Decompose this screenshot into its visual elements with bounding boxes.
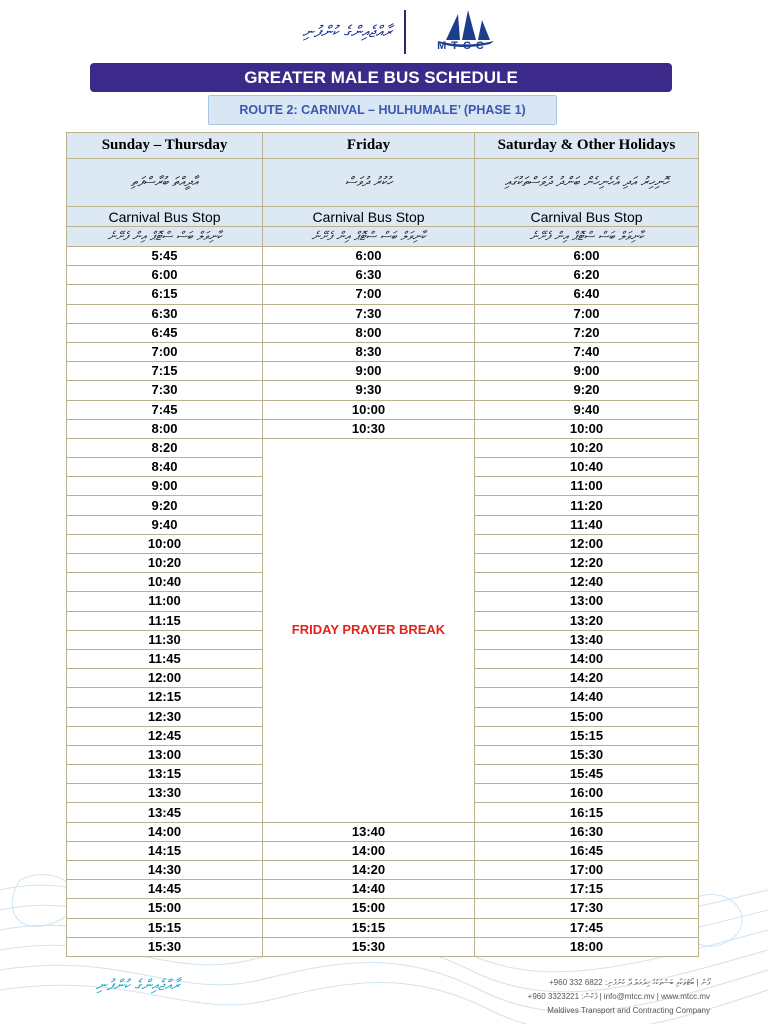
time-saturday-holidays: 13:20 bbox=[475, 611, 699, 630]
time-saturday-holidays: 12:40 bbox=[475, 573, 699, 592]
time-saturday-holidays: 6:00 bbox=[475, 247, 699, 266]
time-sunday-thursday: 11:30 bbox=[67, 630, 263, 649]
header-row bbox=[67, 133, 699, 159]
time-saturday-holidays: 9:00 bbox=[475, 362, 699, 381]
footer-contact-line: +960 332 6822 :ފޯން | ބޯޓުތަކާއި ބަސްތަކުގެ ހިދުމަތް ދޭ ކުންފުނި bbox=[549, 978, 710, 987]
time-saturday-holidays: 16:30 bbox=[475, 822, 699, 841]
table-row bbox=[67, 304, 699, 323]
time-sunday-thursday: 9:00 bbox=[67, 477, 263, 496]
table-row bbox=[67, 323, 699, 342]
time-friday: 6:00 bbox=[263, 247, 475, 266]
time-saturday-holidays: 7:40 bbox=[475, 342, 699, 361]
bus-stop-dhivehi-label: ކާނިވަލް ބަސް ސްޓޮޕް އިން ފެށޭނެ bbox=[263, 227, 475, 247]
time-friday: 15:30 bbox=[263, 937, 475, 956]
time-sunday-thursday: 10:20 bbox=[67, 554, 263, 573]
time-saturday-holidays: 14:40 bbox=[475, 688, 699, 707]
time-sunday-thursday: 10:00 bbox=[67, 534, 263, 553]
time-sunday-thursday: 7:30 bbox=[67, 381, 263, 400]
time-friday: 14:20 bbox=[263, 861, 475, 880]
time-sunday-thursday: 10:40 bbox=[67, 573, 263, 592]
time-friday: 15:15 bbox=[263, 918, 475, 937]
time-saturday-holidays: 6:20 bbox=[475, 266, 699, 285]
time-friday: 10:30 bbox=[263, 419, 475, 438]
bus-stop-row bbox=[67, 207, 699, 227]
time-sunday-thursday: 8:20 bbox=[67, 438, 263, 457]
time-friday: 9:30 bbox=[263, 381, 475, 400]
time-saturday-holidays: 16:15 bbox=[475, 803, 699, 822]
bus-stop-dhivehi-label: ކާނިވަލް ބަސް ސްޓޮޕް އިން ފެށޭނެ bbox=[475, 227, 699, 247]
time-saturday-holidays: 7:20 bbox=[475, 323, 699, 342]
time-friday: 8:30 bbox=[263, 342, 475, 361]
time-sunday-thursday: 9:20 bbox=[67, 496, 263, 515]
page-title: GREATER MALE BUS SCHEDULE bbox=[90, 63, 672, 92]
time-sunday-thursday: 6:45 bbox=[67, 323, 263, 342]
time-friday: 13:40 bbox=[263, 822, 475, 841]
time-saturday-holidays: 7:00 bbox=[475, 304, 699, 323]
dhivehi-header-friday: ހުކުރު ދުވަސް bbox=[263, 159, 475, 207]
time-saturday-holidays: 6:40 bbox=[475, 285, 699, 304]
time-sunday-thursday: 12:30 bbox=[67, 707, 263, 726]
time-saturday-holidays: 12:20 bbox=[475, 554, 699, 573]
dhivehi-header-saturday-holidays: ހޮނިހިރު އަދި އެހެނިހެން ބަންދު ދުވަސްތަކުގައި bbox=[475, 159, 699, 207]
time-sunday-thursday: 8:00 bbox=[67, 419, 263, 438]
time-sunday-thursday: 9:40 bbox=[67, 515, 263, 534]
table-row bbox=[67, 937, 699, 956]
bus-stop-dhivehi-label: ކާނިވަލް ބަސް ސްޓޮޕް އިން ފެށޭނެ bbox=[67, 227, 263, 247]
time-sunday-thursday: 13:15 bbox=[67, 765, 263, 784]
time-friday: 9:00 bbox=[263, 362, 475, 381]
table-row bbox=[67, 285, 699, 304]
table-row bbox=[67, 342, 699, 361]
time-saturday-holidays: 17:00 bbox=[475, 861, 699, 880]
footer-company-line: Maldives Transport and Contracting Company bbox=[547, 1006, 710, 1015]
time-saturday-holidays: 9:20 bbox=[475, 381, 699, 400]
logo-text: MTCC bbox=[437, 40, 489, 52]
time-sunday-thursday: 15:30 bbox=[67, 937, 263, 956]
time-sunday-thursday: 6:00 bbox=[67, 266, 263, 285]
time-saturday-holidays: 11:00 bbox=[475, 477, 699, 496]
table-row bbox=[67, 419, 699, 438]
time-sunday-thursday: 6:30 bbox=[67, 304, 263, 323]
time-friday: 10:00 bbox=[263, 400, 475, 419]
time-saturday-holidays: 17:15 bbox=[475, 880, 699, 899]
footer-contact-line: +960 3323221 :ފެކްސް | info@mtcc.mv | www.mtcc.mv bbox=[527, 992, 710, 1001]
time-saturday-holidays: 11:20 bbox=[475, 496, 699, 515]
time-saturday-holidays: 15:15 bbox=[475, 726, 699, 745]
time-friday: 7:00 bbox=[263, 285, 475, 304]
time-saturday-holidays: 16:45 bbox=[475, 841, 699, 860]
time-saturday-holidays: 14:20 bbox=[475, 669, 699, 688]
time-sunday-thursday: 13:30 bbox=[67, 784, 263, 803]
time-saturday-holidays: 10:20 bbox=[475, 438, 699, 457]
time-sunday-thursday: 5:45 bbox=[67, 247, 263, 266]
table-row bbox=[67, 381, 699, 400]
column-header-sunday-thursday: Sunday – Thursday bbox=[67, 133, 263, 159]
time-sunday-thursday: 13:45 bbox=[67, 803, 263, 822]
bus-stop-label: Carnival Bus Stop bbox=[263, 207, 475, 227]
time-sunday-thursday: 7:45 bbox=[67, 400, 263, 419]
friday-prayer-break: FRIDAY PRAYER BREAK bbox=[263, 438, 475, 822]
time-saturday-holidays: 16:00 bbox=[475, 784, 699, 803]
time-saturday-holidays: 11:40 bbox=[475, 515, 699, 534]
time-friday: 15:00 bbox=[263, 899, 475, 918]
table-row bbox=[67, 266, 699, 285]
logo-divider bbox=[404, 10, 406, 54]
time-sunday-thursday: 13:00 bbox=[67, 745, 263, 764]
schedule-table bbox=[66, 132, 699, 957]
time-sunday-thursday: 11:00 bbox=[67, 592, 263, 611]
column-header-friday: Friday bbox=[263, 133, 475, 159]
footer bbox=[0, 972, 768, 1024]
time-friday: 14:00 bbox=[263, 841, 475, 860]
time-saturday-holidays: 15:45 bbox=[475, 765, 699, 784]
table-row bbox=[67, 362, 699, 381]
time-sunday-thursday: 12:45 bbox=[67, 726, 263, 745]
dhivehi-header-row bbox=[67, 159, 699, 207]
dhivehi-header-sunday-thursday: އާދީއްތަ ބުރާސްފަތި bbox=[67, 159, 263, 207]
time-saturday-holidays: 13:40 bbox=[475, 630, 699, 649]
bus-stop-label: Carnival Bus Stop bbox=[67, 207, 263, 227]
time-sunday-thursday: 14:15 bbox=[67, 841, 263, 860]
time-sunday-thursday: 6:15 bbox=[67, 285, 263, 304]
time-friday: 14:40 bbox=[263, 880, 475, 899]
column-header-saturday-holidays: Saturday & Other Holidays bbox=[475, 133, 699, 159]
bus-stop-dhivehi-row bbox=[67, 227, 699, 247]
time-sunday-thursday: 8:40 bbox=[67, 458, 263, 477]
table-row bbox=[67, 841, 699, 860]
table-row bbox=[67, 438, 699, 457]
time-saturday-holidays: 10:40 bbox=[475, 458, 699, 477]
time-saturday-holidays: 15:00 bbox=[475, 707, 699, 726]
time-saturday-holidays: 14:00 bbox=[475, 649, 699, 668]
time-saturday-holidays: 17:30 bbox=[475, 899, 699, 918]
time-saturday-holidays: 18:00 bbox=[475, 937, 699, 956]
table-row bbox=[67, 247, 699, 266]
table-row bbox=[67, 880, 699, 899]
table-row bbox=[67, 918, 699, 937]
time-sunday-thursday: 15:15 bbox=[67, 918, 263, 937]
table-row bbox=[67, 822, 699, 841]
footer-brand-dhivehi: ރާއްޖެއިންގެ ކުންފުނި bbox=[95, 976, 180, 994]
table-row bbox=[67, 899, 699, 918]
time-sunday-thursday: 14:00 bbox=[67, 822, 263, 841]
time-saturday-holidays: 12:00 bbox=[475, 534, 699, 553]
table-row bbox=[67, 400, 699, 419]
time-sunday-thursday: 15:00 bbox=[67, 899, 263, 918]
time-friday: 6:30 bbox=[263, 266, 475, 285]
time-friday: 7:30 bbox=[263, 304, 475, 323]
time-saturday-holidays: 9:40 bbox=[475, 400, 699, 419]
time-sunday-thursday: 14:30 bbox=[67, 861, 263, 880]
time-saturday-holidays: 17:45 bbox=[475, 918, 699, 937]
time-sunday-thursday: 14:45 bbox=[67, 880, 263, 899]
time-sunday-thursday: 7:15 bbox=[67, 362, 263, 381]
route-subtitle: ROUTE 2: CARNIVAL – HULHUMALE’ (PHASE 1) bbox=[208, 95, 557, 125]
time-friday: 8:00 bbox=[263, 323, 475, 342]
time-sunday-thursday: 12:15 bbox=[67, 688, 263, 707]
time-sunday-thursday: 7:00 bbox=[67, 342, 263, 361]
time-saturday-holidays: 15:30 bbox=[475, 745, 699, 764]
time-sunday-thursday: 11:45 bbox=[67, 649, 263, 668]
time-saturday-holidays: 13:00 bbox=[475, 592, 699, 611]
table-row bbox=[67, 861, 699, 880]
header bbox=[0, 0, 768, 60]
time-saturday-holidays: 10:00 bbox=[475, 419, 699, 438]
brand-dhivehi-text: ރާއްޖެއިންގެ ކުންފުނި bbox=[302, 22, 392, 41]
time-sunday-thursday: 12:00 bbox=[67, 669, 263, 688]
bus-stop-label: Carnival Bus Stop bbox=[475, 207, 699, 227]
time-sunday-thursday: 11:15 bbox=[67, 611, 263, 630]
